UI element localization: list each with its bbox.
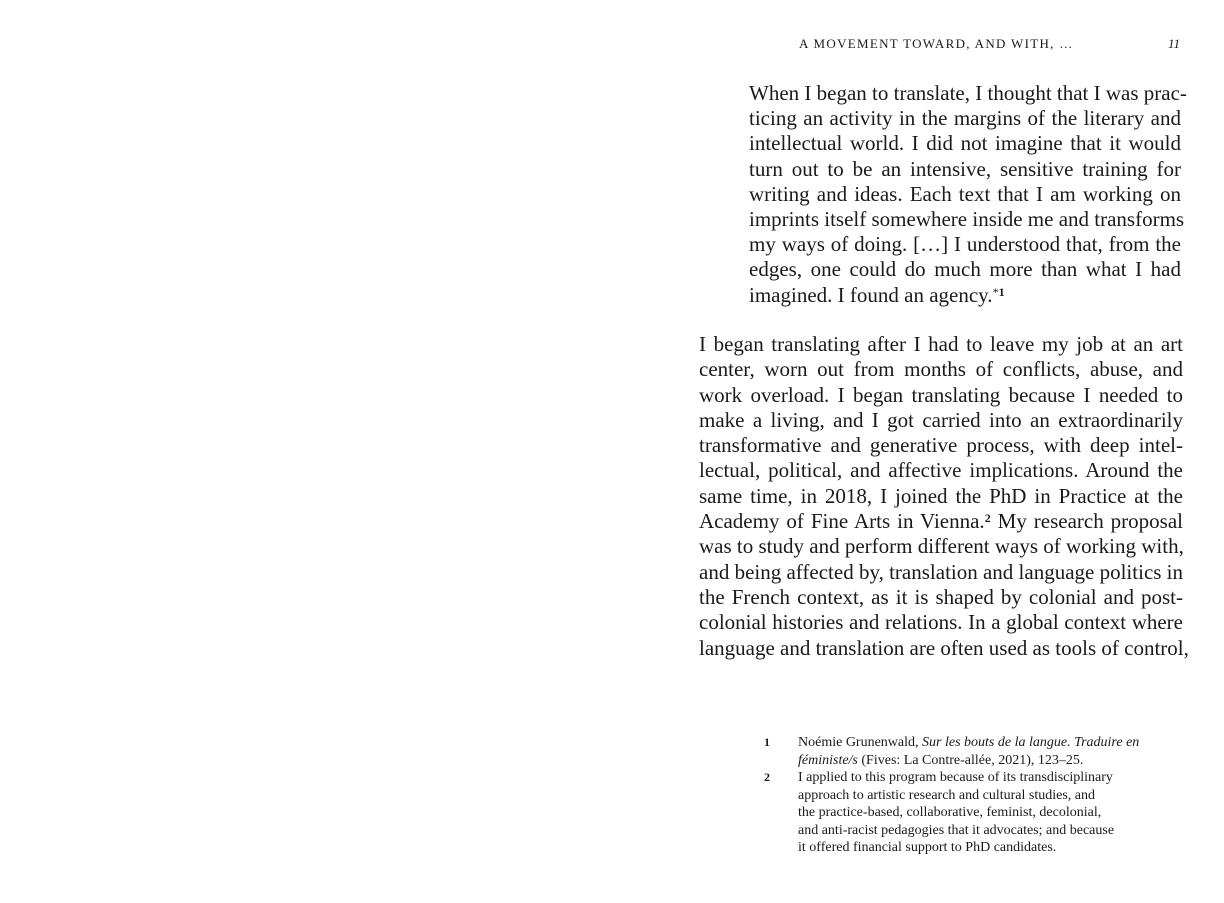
- body-line: transformative and generative process, with deep intel-: [699, 433, 1183, 458]
- body-line: language and translation are often used as tools of control,: [699, 635, 1189, 660]
- body-line: center, worn out from months of conflicts, abuse, and: [699, 357, 1183, 382]
- blockquote: [749, 81, 1187, 308]
- quote-line: writing and ideas. Each text that I am working on: [749, 181, 1181, 206]
- body-line: and being affected by, translation and language politics in: [699, 559, 1184, 584]
- footnote-line: [798, 734, 1162, 752]
- footnote-line: I applied to this program because of its transdisciplinary: [798, 770, 1113, 785]
- body-line: make a living, and I got carried into an extraordinarily: [699, 407, 1183, 432]
- body-line: same time, in 2018, I joined the PhD in Practice at the: [699, 483, 1183, 508]
- body-line: was to study and perform different ways of working with,: [699, 534, 1184, 559]
- quote-line: turn out to be an intensive, sensitive training for: [749, 156, 1181, 181]
- footnote-reference-number: 1: [998, 284, 1005, 299]
- footnote-reference-2[interactable]: 2: [984, 511, 991, 526]
- quote-line: edges, one could do much more than what I had: [749, 257, 1181, 282]
- quote-line: When I began to translate, I thought that I was prac-: [749, 81, 1187, 105]
- translation-marker: *: [992, 284, 999, 299]
- body-line-text: My research proposal: [990, 509, 1183, 534]
- page-number: 11: [1167, 36, 1180, 51]
- running-head-title: A MOVEMENT TOWARD, AND WITH, …: [799, 36, 1074, 51]
- body-line-text: Academy of Fine Arts in Vienna.: [699, 509, 985, 534]
- footnote-line: and anti-racist pedagogies that it advocates; and because: [798, 822, 1115, 838]
- footnotes: [762, 734, 1162, 857]
- footnote-line: [798, 752, 1162, 770]
- footnote-author: Noémie Grunenwald,: [798, 735, 923, 750]
- quote-line: ticing an activity in the margins of the literary and: [749, 106, 1181, 131]
- footnote-number: 2: [764, 770, 770, 784]
- body-line: work overload. I began translating because I needed to: [699, 382, 1183, 407]
- body-paragraph: [699, 332, 1189, 661]
- footnote-publication: (Fives: La Contre-allée, 2021), 123–25.: [857, 752, 1084, 768]
- quote-line: intellectual world. I did not imagine that it would: [749, 131, 1181, 156]
- footnote-title: Sur les bouts de la langue. Traduire en: [922, 735, 1140, 750]
- quote-line-last: [749, 283, 1181, 308]
- body-line: colonial histories and relations. In a global context where: [699, 610, 1183, 635]
- body-line: [699, 509, 1183, 534]
- quote-line: my ways of doing. […] I understood that, from the: [749, 232, 1181, 257]
- footnote-number: 1: [764, 735, 770, 749]
- footnote-line: it offered financial support to PhD candidates.: [798, 840, 1057, 855]
- footnote-title: féministe/s: [798, 752, 858, 768]
- running-head: [799, 36, 1182, 56]
- footnote-reference-1[interactable]: [993, 285, 1005, 299]
- quote-line: imprints itself somewhere inside me and transforms: [749, 207, 1185, 232]
- body-line: the French context, as it is shaped by colonial and post-: [699, 584, 1183, 609]
- body-line: I began translating after I had to leave my job at an art: [699, 332, 1183, 356]
- footnote-line: the practice-based, collaborative, feminist, decolonial,: [798, 805, 1102, 820]
- footnote-1: [762, 734, 1162, 769]
- footnote-line: approach to artistic research and cultural studies, and: [798, 787, 1095, 803]
- footnote-2: [762, 769, 1162, 857]
- quote-line-text: imagined. I found an agency.: [749, 282, 993, 307]
- body-line: lectual, political, and affective implications. Around the: [699, 458, 1183, 483]
